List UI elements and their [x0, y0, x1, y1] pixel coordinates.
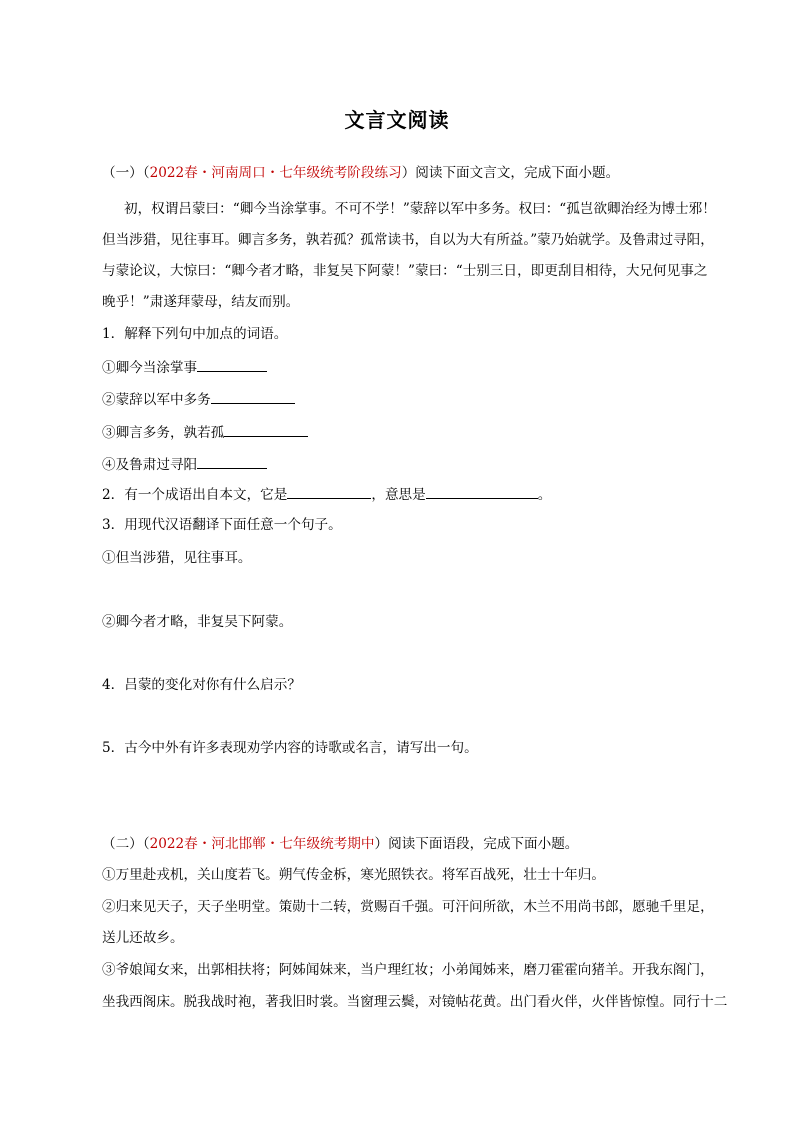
- question-4: 4．吕蒙的变化对你有什么启示？: [102, 677, 301, 693]
- passage1-line: 但当涉猎，见往事耳。卿言多务，孰若孤？孤常读书，自以为大有所益。”蒙乃始就学。及鲁肃过寻阳，: [102, 232, 714, 248]
- q1-item: ④及鲁肃过寻阳: [102, 455, 267, 474]
- question-1: 1．解释下列句中加点的词语。: [102, 326, 288, 342]
- passage2-line: 送儿还故乡。: [102, 930, 184, 946]
- answer-blank[interactable]: [287, 485, 371, 499]
- passage1-line: 与蒙论议，大惊曰：“卿今者才略，非复吴下阿蒙！”蒙曰：“士别三日，即更刮目相待，大兄何见事之: [102, 263, 708, 279]
- section1-source: 2022春・河南周口・七年级统考阶段练习: [149, 165, 402, 181]
- passage2-line: ②归来见天子，天子坐明堂。策勋十二转，赏赐百千强。可汗问所欲，木兰不用尚书郎，愿驰千里足，: [102, 899, 714, 915]
- passage1-line: 晚乎！”肃遂拜蒙母，结友而别。: [102, 294, 300, 310]
- question-3: 3．用现代汉语翻译下面任意一个句子。: [102, 517, 342, 533]
- question-5: 5．古今中外有许多表现劝学内容的诗歌或名言，请写出一句。: [102, 740, 478, 756]
- section1-suffix: ）阅读下面文言文，完成下面小题。: [401, 165, 620, 181]
- passage2-line: 坐我西阁床。脱我战时袍，著我旧时裳。当窗理云鬓，对镜帖花黄。出门看火伴，火伴皆惊惶。同行十二: [102, 994, 728, 1010]
- passage1-line: 初，权谓吕蒙曰：“卿今当涂掌事。不可不学！”蒙辞以军中多务。权曰：“孤岂欲卿治经为博士邪！: [124, 201, 716, 217]
- section1-header: [102, 164, 619, 182]
- answer-blank[interactable]: [211, 390, 295, 404]
- answer-blank[interactable]: [197, 455, 267, 469]
- section2-source: 2022春・河北邯郸・七年级统考期中: [149, 836, 375, 852]
- q1-item: ③卿言多务，孰若孤: [102, 423, 308, 442]
- passage2-line: ①万里赴戎机，关山度若飞。朔气传金柝，寒光照铁衣。将军百战死，壮士十年归。: [102, 867, 605, 883]
- page-title: 文言文阅读: [344, 108, 450, 132]
- section2-suffix: ）阅读下面语段，完成下面小题。: [374, 836, 579, 852]
- q1-item: ①卿今当涂掌事: [102, 358, 267, 377]
- q3-item: ②卿今者才略，非复吴下阿蒙。: [102, 614, 293, 630]
- answer-blank[interactable]: [224, 423, 308, 437]
- section2-header: [102, 835, 578, 853]
- answer-blank[interactable]: [426, 485, 538, 499]
- question-2: 2．有一个成语出自本文，它是 ，意思是 。: [102, 487, 552, 503]
- passage2-line: ③爷娘闻女来，出郭相扶将；阿姊闻妹来，当户理红妆；小弟闻姊来，磨刀霍霍向猪羊。开我东阁门，: [102, 962, 714, 978]
- q3-item: ①但当涉猎，见往事耳。: [102, 550, 252, 566]
- q1-item: ②蒙辞以军中多务: [102, 390, 295, 409]
- answer-blank[interactable]: [197, 358, 267, 372]
- section2-prefix: （二）（: [102, 836, 150, 852]
- section1-prefix: （一）（: [102, 165, 150, 181]
